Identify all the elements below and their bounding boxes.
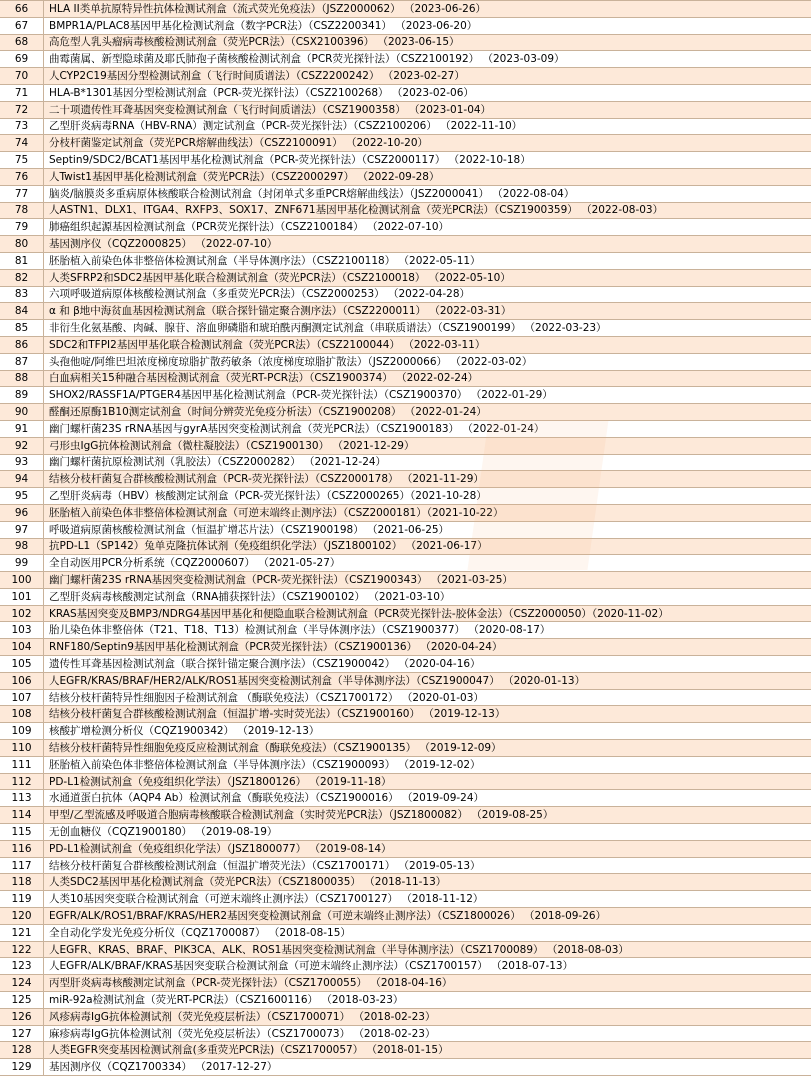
row-number-cell: 90 (0, 404, 44, 421)
table-row (0, 370, 811, 387)
table-row (0, 1059, 811, 1076)
product-entry-cell: 非衍生化氨基酸、肉碱、腺苷、溶血卵磷脂和琥珀酰丙酮测定试剂盒（串联质谱法）（CSZ1900199） （2022-03-23） (44, 320, 811, 337)
row-number-cell: 115 (0, 824, 44, 841)
row-number-cell: 99 (0, 555, 44, 572)
table-row (0, 252, 811, 269)
row-number-cell: 93 (0, 454, 44, 471)
table-row (0, 723, 811, 740)
table-row (0, 34, 811, 51)
row-number-cell: 85 (0, 320, 44, 337)
product-entry-cell: 人类10基因突变联合检测试剂盒（可逆末端终止测序法）（CSZ1700127） （2018-11-12） (44, 891, 811, 908)
row-number-cell: 107 (0, 689, 44, 706)
product-entry-cell: 幽门螺杆菌抗原检测试剂（乳胶法）（CSZ2000282） （2021-12-24） (44, 454, 811, 471)
product-entry-cell: 丙型肝炎病毒核酸测定试剂盒（PCR-荧光探针法）（CSZ1700055） （2018-04-16） (44, 975, 811, 992)
row-number-cell: 97 (0, 521, 44, 538)
product-entry-cell: 遗传性耳聋基因检测试剂盒（联合探针锚定聚合测序法）（CSZ1900042） （2020-04-16） (44, 656, 811, 673)
table-row (0, 420, 811, 437)
product-entry-cell: HLA-B*1301基因分型检测试剂盒（PCR-荧光探针法）（CSZ2100268） （2023-02-06） (44, 84, 811, 101)
product-entry-cell: 结核分枝杆菌特异性细胞免疫反应检测试剂盒（酶联免疫法）（CSZ1900135） （2019-12-09） (44, 740, 811, 757)
table-row (0, 908, 811, 925)
product-entry-cell: 人类SFRP2和SDC2基因甲基化联合检测试剂盒（荧光PCR法）（CSZ2100018） （2022-05-10） (44, 269, 811, 286)
table-row (0, 202, 811, 219)
row-number-cell: 123 (0, 958, 44, 975)
table-row (0, 572, 811, 589)
row-number-cell: 66 (0, 1, 44, 18)
row-number-cell: 114 (0, 807, 44, 824)
row-number-cell: 112 (0, 773, 44, 790)
table-row (0, 622, 811, 639)
product-entry-cell: SDC2和TFPI2基因甲基化联合检测试剂盒（荧光PCR法）（CSZ2100044） （2022-03-11） (44, 336, 811, 353)
product-entry-cell: 幽门螺杆菌23S rRNA基因与gyrA基因突变检测试剂盒（荧光PCR法）（CSZ1900183） （2022-01-24） (44, 420, 811, 437)
table-row (0, 17, 811, 34)
table-row (0, 236, 811, 253)
table-row (0, 538, 811, 555)
table-row (0, 1008, 811, 1025)
table-row (0, 555, 811, 572)
table-row (0, 857, 811, 874)
row-number-cell: 82 (0, 269, 44, 286)
row-number-cell: 129 (0, 1059, 44, 1076)
product-entry-cell: 风疹病毒IgG抗体检测试剂（荧光免疫层析法）（CSZ1700071） （2018-02-23） (44, 1008, 811, 1025)
product-entry-cell: 人Twist1基因甲基化检测试剂盒（荧光PCR法）（CSZ2000297） （2022-09-28） (44, 168, 811, 185)
product-entry-cell: 结核分枝杆菌复合群核酸检测试剂盒（恒温扩增荧光法）（CSZ1700171） （2019-05-13） (44, 857, 811, 874)
table-row (0, 975, 811, 992)
table-row (0, 874, 811, 891)
row-number-cell: 118 (0, 874, 44, 891)
product-entry-cell: 胚胎植入前染色体非整倍体检测试剂盒（可逆末端终止测序法）（CSZ2000181）（2021-10-22） (44, 504, 811, 521)
table-row (0, 588, 811, 605)
row-number-cell: 83 (0, 286, 44, 303)
row-number-cell: 89 (0, 387, 44, 404)
row-number-cell: 116 (0, 840, 44, 857)
table-row (0, 269, 811, 286)
product-entry-cell: 曲霉菌属、新型隐球菌及耶氏肺孢子菌核酸检测试剂盒（PCR荧光探针法）（CSZ2100192） （2023-03-09） (44, 51, 811, 68)
table-row (0, 740, 811, 757)
row-number-cell: 76 (0, 168, 44, 185)
product-entry-cell: PD-L1检测试剂盒（免疫组织化学法）（JSZ1800126） （2019-11-18） (44, 773, 811, 790)
table-row (0, 471, 811, 488)
row-number-cell: 86 (0, 336, 44, 353)
product-entry-cell: 全自动化学发光免疫分析仪（CQZ1700087） （2018-08-15） (44, 924, 811, 941)
table-row (0, 941, 811, 958)
product-entry-cell: 二十项遗传性耳聋基因突变检测试剂盒（飞行时间质谱法）（CSZ1900358） （2023-01-04） (44, 101, 811, 118)
table-row (0, 605, 811, 622)
table-row (0, 756, 811, 773)
table-row (0, 958, 811, 975)
row-number-cell: 106 (0, 672, 44, 689)
row-number-cell: 98 (0, 538, 44, 555)
row-number-cell: 68 (0, 34, 44, 51)
table-row (0, 185, 811, 202)
table-row (0, 488, 811, 505)
row-number-cell: 94 (0, 471, 44, 488)
row-number-cell: 84 (0, 303, 44, 320)
row-number-cell: 105 (0, 656, 44, 673)
product-entry-cell: 人ASTN1、DLX1、ITGA4、RXFP3、SOX17、ZNF671基因甲基化检测试剂盒（荧光PCR法）（CSZ1900359） （2022-08-03） (44, 202, 811, 219)
table-row (0, 353, 811, 370)
table-row (0, 135, 811, 152)
row-number-cell: 119 (0, 891, 44, 908)
product-entry-cell: 基因测序仪（CQZ1700334） （2017-12-27） (44, 1059, 811, 1076)
row-number-cell: 69 (0, 51, 44, 68)
row-number-cell: 127 (0, 1025, 44, 1042)
row-number-cell: 117 (0, 857, 44, 874)
table-row (0, 1, 811, 18)
product-entry-cell: 六项呼吸道病原体核酸检测试剂盒（多重荧光PCR法）（CSZ2000253） （2022-04-28） (44, 286, 811, 303)
table-row (0, 790, 811, 807)
product-entry-cell: EGFR/ALK/ROS1/BRAF/KRAS/HER2基因突变检测试剂盒（可逆末端终止测序法）（CSZ1800026） （2018-09-26） (44, 908, 811, 925)
product-entry-cell: 结核分枝杆菌复合群核酸检测试剂盒（恒温扩增-实时荧光法）（CSZ1900160） （2019-12-13） (44, 706, 811, 723)
table-row (0, 639, 811, 656)
table-row (0, 773, 811, 790)
product-entry-cell: 弓形虫IgG抗体检测试剂盒（微柱凝胶法）（CSZ1900130） （2021-12-29） (44, 437, 811, 454)
product-entry-cell: 乙型肝炎病毒RNA（HBV-RNA）测定试剂盒（PCR-荧光探针法）（CSZ2100206） （2022-11-10） (44, 118, 811, 135)
row-number-cell: 108 (0, 706, 44, 723)
table-row (0, 807, 811, 824)
product-entry-cell: 基因测序仪（CQZ2000825） （2022-07-10） (44, 236, 811, 253)
product-entry-cell: 人EGFR/ALK/BRAF/KRAS基因突变联合检测试剂盒（可逆末端终止测序法）（CSZ1700157） （2018-07-13） (44, 958, 811, 975)
row-number-cell: 80 (0, 236, 44, 253)
product-entry-cell: 白血病相关15种融合基因检测试剂盒（荧光RT-PCR法）（CSZ1900374） （2022-02-24） (44, 370, 811, 387)
row-number-cell: 102 (0, 605, 44, 622)
table-row (0, 101, 811, 118)
table-row (0, 168, 811, 185)
product-entry-cell: 分枝杆菌鉴定试剂盒（荧光PCR熔解曲线法）（CSZ2100091） （2022-10-20） (44, 135, 811, 152)
row-number-cell: 78 (0, 202, 44, 219)
row-number-cell: 110 (0, 740, 44, 757)
table-row (0, 504, 811, 521)
table-row (0, 219, 811, 236)
product-entry-cell: 结核分枝杆菌特异性细胞因子检测试剂盒 （酶联免疫法）（CSZ1700172） （2020-01-03） (44, 689, 811, 706)
product-entry-cell: 无创血糖仪（CQZ1900180） （2019-08-19） (44, 824, 811, 841)
table-row (0, 992, 811, 1009)
product-entry-cell: 肺癌组织起源基因检测试剂盒（PCR荧光探针法）（CSZ2100184） （2022-07-10） (44, 219, 811, 236)
row-number-cell: 72 (0, 101, 44, 118)
product-entry-cell: 人CYP2C19基因分型检测试剂盒（飞行时间质谱法）（CSZ2200242） （2023-02-27） (44, 68, 811, 85)
row-number-cell: 75 (0, 152, 44, 169)
table-row (0, 336, 811, 353)
product-entry-cell: 头孢他啶/阿维巴坦浓度梯度琼脂扩散药敏条（浓度梯度琼脂扩散法）（JSZ2000066） （2022-03-02） (44, 353, 811, 370)
row-number-cell: 124 (0, 975, 44, 992)
product-entry-cell: 胚胎植入前染色体非整倍体检测试剂盒（半导体测序法）（CSZ2100118） （2022-05-11） (44, 252, 811, 269)
product-entry-cell: KRAS基因突变及BMP3/NDRG4基因甲基化和便隐血联合检测试剂盒（PCR荧光探针法-胶体金法）（CSZ2000050）（2020-11-02） (44, 605, 811, 622)
table-row (0, 84, 811, 101)
table-row (0, 320, 811, 337)
table-row (0, 840, 811, 857)
row-number-cell: 92 (0, 437, 44, 454)
row-number-cell: 113 (0, 790, 44, 807)
product-entry-cell: 麻疹病毒IgG抗体检测试剂（荧光免疫层析法）（CSZ1700073） （2018-02-23） (44, 1025, 811, 1042)
table-row (0, 1042, 811, 1059)
product-entry-cell: 人类SDC2基因甲基化检测试剂盒（荧光PCR法）（CSZ1800035） （2018-11-13） (44, 874, 811, 891)
product-entry-cell: 醛酮还原酶1B10测定试剂盒（时间分辨荧光免疫分析法）（CSZ1900208） （2022-01-24） (44, 404, 811, 421)
product-entry-cell: 脑炎/脑膜炎多重病原体核酸联合检测试剂盒（封闭单式多重PCR熔解曲线法）（JSZ2000041） （2022-08-04） (44, 185, 811, 202)
product-entry-cell: 核酸扩增检测分析仪（CQZ1900342） （2019-12-13） (44, 723, 811, 740)
row-number-cell: 77 (0, 185, 44, 202)
product-entry-cell: SHOX2/RASSF1A/PTGER4基因甲基化检测试剂盒（PCR-荧光探针法）（CSZ1900370） （2022-01-29） (44, 387, 811, 404)
row-number-cell: 87 (0, 353, 44, 370)
row-number-cell: 73 (0, 118, 44, 135)
row-number-cell: 126 (0, 1008, 44, 1025)
table-row (0, 891, 811, 908)
table-body (0, 1, 811, 1076)
row-number-cell: 71 (0, 84, 44, 101)
row-number-cell: 103 (0, 622, 44, 639)
row-number-cell: 104 (0, 639, 44, 656)
row-number-cell: 88 (0, 370, 44, 387)
row-number-cell: 111 (0, 756, 44, 773)
table-row (0, 824, 811, 841)
row-number-cell: 81 (0, 252, 44, 269)
product-entry-cell: 胚胎植入前染色体非整倍体检测试剂盒（半导体测序法）（CSZ1900093） （2019-12-02） (44, 756, 811, 773)
table-row (0, 656, 811, 673)
table-row (0, 387, 811, 404)
product-entry-cell: 胎儿染色体非整倍体（T21、T18、T13）检测试剂盒（半导体测序法）（CSZ1900377） （2020-08-17） (44, 622, 811, 639)
table-row (0, 303, 811, 320)
row-number-cell: 70 (0, 68, 44, 85)
product-entry-cell: BMPR1A/PLAC8基因甲基化检测试剂盒（数字PCR法）（CSZ2200341） （2023-06-20） (44, 17, 811, 34)
product-entry-cell: miR-92a检测试剂盒（荧光RT-PCR法）（CSZ1600116） （2018-03-23） (44, 992, 811, 1009)
table-row (0, 924, 811, 941)
product-entry-cell: PD-L1检测试剂盒（免疫组织化学法）（JSZ1800077） （2019-08-14） (44, 840, 811, 857)
table-row (0, 437, 811, 454)
row-number-cell: 91 (0, 420, 44, 437)
row-number-cell: 121 (0, 924, 44, 941)
table-row (0, 152, 811, 169)
table-row (0, 706, 811, 723)
table-row (0, 689, 811, 706)
table-row (0, 118, 811, 135)
row-number-cell: 74 (0, 135, 44, 152)
row-number-cell: 79 (0, 219, 44, 236)
product-entry-cell: 高危型人乳头瘤病毒核酸检测试剂盒（荧光PCR法）（CSX2100396） （2023-06-15） (44, 34, 811, 51)
table-row (0, 404, 811, 421)
table-row (0, 454, 811, 471)
table-row (0, 1025, 811, 1042)
product-entry-cell: 乙型肝炎病毒（HBV）核酸测定试剂盒（PCR-荧光探针法）（CSZ2000265）（2021-10-28） (44, 488, 811, 505)
table-row (0, 51, 811, 68)
row-number-cell: 125 (0, 992, 44, 1009)
product-entry-cell: 结核分枝杆菌复合群核酸检测试剂盒（PCR-荧光探针法）（CSZ2000178） （2021-11-29） (44, 471, 811, 488)
row-number-cell: 67 (0, 17, 44, 34)
product-entry-cell: 呼吸道病原菌核酸检测试剂盒（恒温扩增芯片法）（CSZ1900198） （2021-06-25） (44, 521, 811, 538)
row-number-cell: 100 (0, 572, 44, 589)
row-number-cell: 120 (0, 908, 44, 925)
row-number-cell: 122 (0, 941, 44, 958)
table-row (0, 68, 811, 85)
product-entry-cell: α 和 β地中海贫血基因检测试剂盒（联合探针锚定聚合测序法）（CSZ2200011） （2022-03-31） (44, 303, 811, 320)
product-entry-cell: 幽门螺杆菌23S rRNA基因突变检测试剂盒（PCR-荧光探针法）（CSZ1900343） （2021-03-25） (44, 572, 811, 589)
row-number-cell: 95 (0, 488, 44, 505)
product-entry-cell: 全自动医用PCR分析系统（CQZ2000607） （2021-05-27） (44, 555, 811, 572)
table-row (0, 286, 811, 303)
row-number-cell: 101 (0, 588, 44, 605)
row-number-cell: 128 (0, 1042, 44, 1059)
row-number-cell: 109 (0, 723, 44, 740)
product-entry-cell: 人EGFR、KRAS、BRAF、PIK3CA、ALK、ROS1基因突变检测试剂盒（半导体测序法）（CSZ1700089） （2018-08-03） (44, 941, 811, 958)
table-row (0, 521, 811, 538)
product-entry-cell: 抗PD-L1（SP142）兔单克隆抗体试剂（免疫组织化学法）（JSZ1800102） （2021-06-17） (44, 538, 811, 555)
row-number-cell: 96 (0, 504, 44, 521)
table-row (0, 672, 811, 689)
product-entry-cell: 人类EGFR突变基因检测试剂盒(多重荧光PCR法)（CSZ1700057） （2018-01-15） (44, 1042, 811, 1059)
product-entry-cell: Septin9/SDC2/BCAT1基因甲基化检测试剂盒（PCR-荧光探针法）（CSZ2000117） （2022-10-18） (44, 152, 811, 169)
product-entry-cell: RNF180/Septin9基因甲基化检测试剂盒（PCR荧光探针法）（CSZ1900136） （2020-04-24） (44, 639, 811, 656)
product-entry-cell: 人EGFR/KRAS/BRAF/HER2/ALK/ROS1基因突变检测试剂盒（半导体测序法）（CSZ1900047） （2020-01-13） (44, 672, 811, 689)
product-entry-cell: 水通道蛋白抗体（AQP4 Ab）检测试剂盒（酶联免疫法）（CSZ1900016） （2019-09-24） (44, 790, 811, 807)
product-entry-cell: 乙型肝炎病毒核酸测定试剂盒（RNA捕获探针法）（CSZ1900102） （2021-03-10） (44, 588, 811, 605)
product-entry-cell: 甲型/乙型流感及呼吸道合胞病毒核酸联合检测试剂盒（实时荧光PCR法）（JSZ1800082） （2019-08-25） (44, 807, 811, 824)
product-entry-cell: HLA II类单抗原特异性抗体检测试剂盒（流式荧光免疫法）（JSZ2000062） （2023-06-26） (44, 1, 811, 18)
